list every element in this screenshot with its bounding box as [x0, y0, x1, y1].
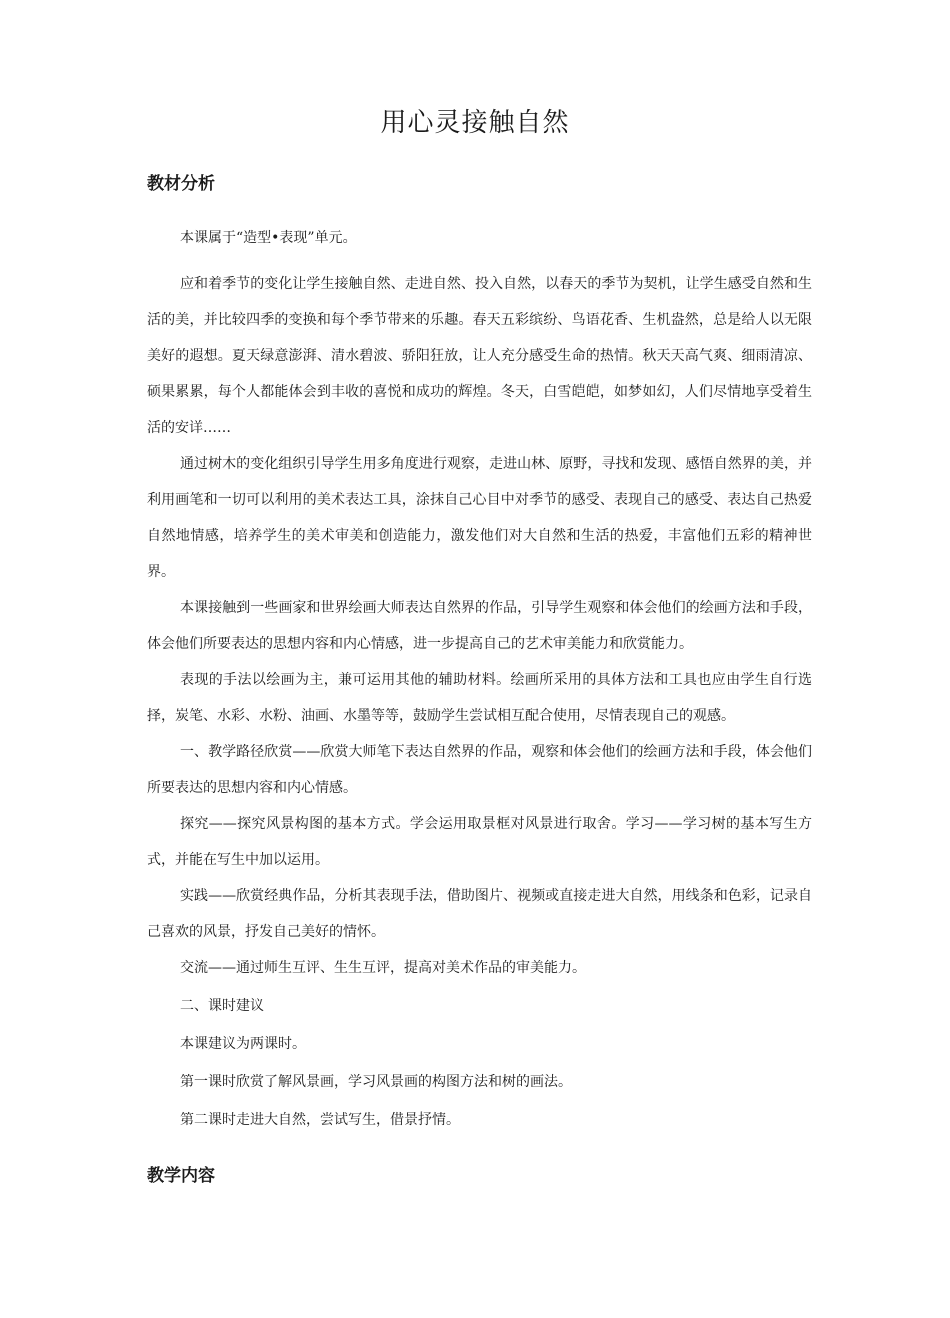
paragraph-trees: 通过树木的变化组织引导学生用多角度进行观察，走进山林、原野，寻找和发现、感悟自然界的美，并利用画笔和一切可以利用的美术表达工具，涂抹自己心目中对季节的感受、表现自己的感受、表达自己热爱自然地情感，培养学生的美术审美和创造能力，激发他们对大自然和生活的热爱，丰富他们五彩的精神世界。: [147, 456, 812, 580]
paragraph-lesson-heading: 二、课时建议: [180, 998, 264, 1014]
paragraph-lesson-count: 本课建议为两课时。: [180, 1036, 306, 1052]
paragraph-exploration: 探究——探究风景构图的基本方式。学会运用取景框对风景进行取舍。学习——学习树的基本写生方式，并能在写生中加以运用。: [147, 816, 812, 868]
paragraph-lesson-one: 第一课时欣赏了解风景画，学习风景画的构图方法和树的画法。: [180, 1074, 572, 1090]
paragraph-exchange: 交流——通过师生互评、生生互评，提高对美术作品的审美能力。: [180, 960, 586, 976]
paragraph-masters: 本课接触到一些画家和世界绘画大师表达自然界的作品，引导学生观察和体会他们的绘画方法和手段，体会他们所要表达的思想内容和内心情感，进一步提高自己的艺术审美能力和欣赏能力。: [147, 600, 812, 652]
section-heading-analysis: 教材分析: [147, 174, 215, 194]
paragraph-practice: 实践——欣赏经典作品，分析其表现手法，借助图片、视频或直接走进大自然，用线条和色彩，记录自己喜欢的风景，抒发自己美好的情怀。: [147, 888, 812, 940]
paragraph-appreciation: 一、教学路径欣赏——欣赏大师笔下表达自然界的作品，观察和体会他们的绘画方法和手段，体会他们所要表达的思想内容和内心情感。: [147, 744, 812, 796]
paragraph-lesson-two: 第二课时走进大自然，尝试写生，借景抒情。: [180, 1112, 460, 1128]
paragraph-unit: 本课属于“造型•表现”单元。: [180, 230, 357, 246]
section-heading-content: 教学内容: [147, 1166, 215, 1186]
document-body: [147, 220, 812, 1138]
paragraph-seasons: 应和着季节的变化让学生接触自然、走进自然、投入自然，以春天的季节为契机，让学生感受自然和生活的美，并比较四季的变换和每个季节带来的乐趣。春天五彩缤纷、鸟语花香、生机盎然，总是给人以无限美好的遐想。夏天绿意澎湃、清水碧波、骄阳狂放，让人充分感受生命的热情。秋天天高气爽、细雨清凉、硕果累累，每个人都能体会到丰收的喜悦和成功的辉煌。冬天，白雪皑皑，如梦如幻，人们尽情地享受着生活的安详……: [147, 276, 812, 436]
paragraph-methods: 表现的手法以绘画为主，兼可运用其他的辅助材料。绘画所采用的具体方法和工具也应由学生自行选择，炭笔、水彩、水粉、油画、水墨等等，鼓励学生尝试相互配合使用，尽情表现自己的观感。: [147, 672, 812, 724]
document-title: 用心灵接触自然: [380, 108, 570, 138]
